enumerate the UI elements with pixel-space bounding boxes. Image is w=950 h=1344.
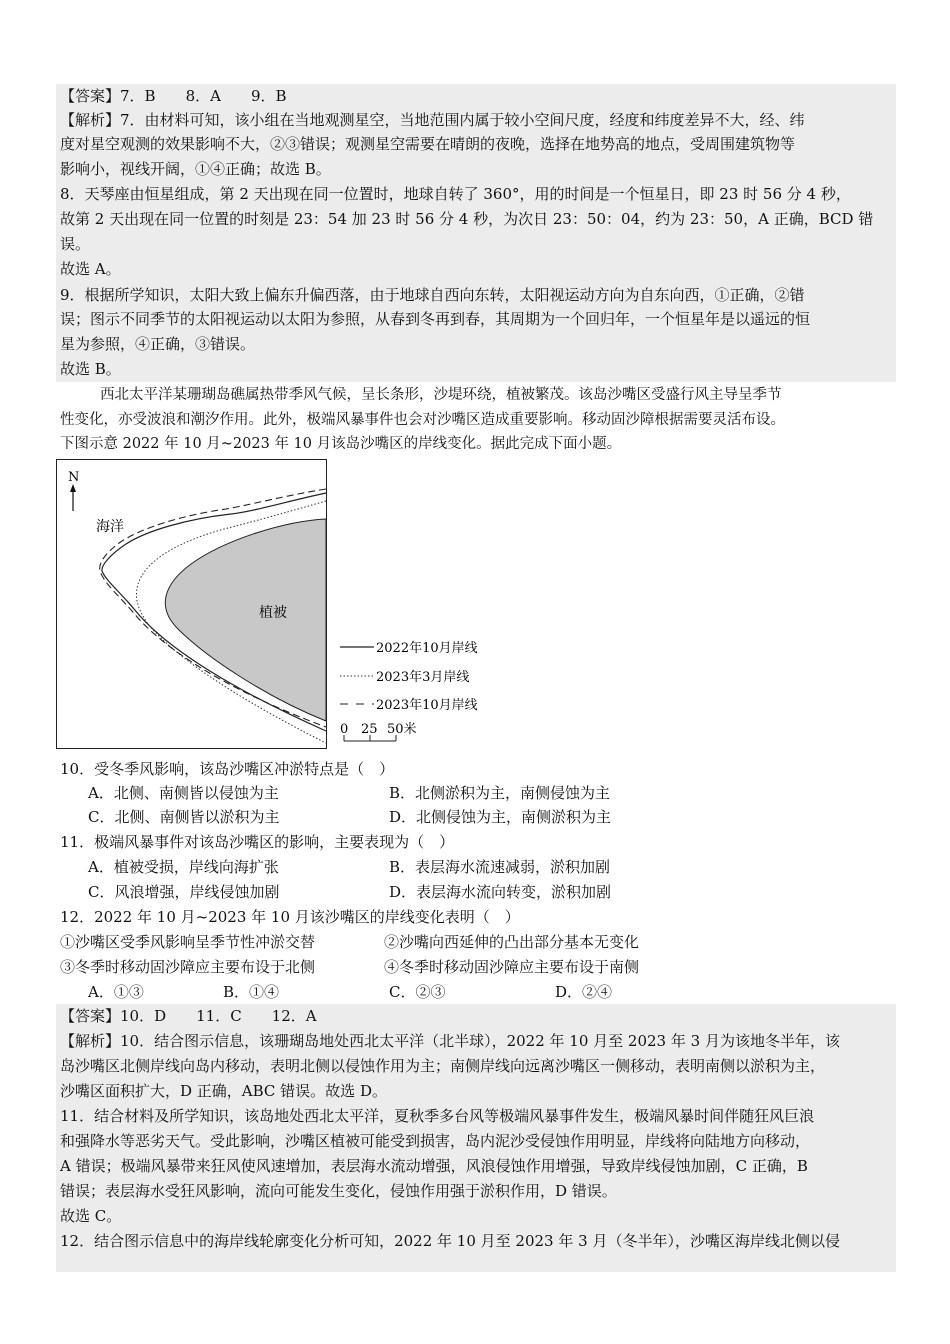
scale-tick-label: 50米 (387, 722, 417, 737)
analysis-line: 误；图示不同季节的太阳视运动以太阳为参照，从春到冬再到春，其周期为一个回归年，一个恒星年是以遥远的恒 (60, 310, 811, 328)
scale-tick-label: 0 (340, 722, 349, 737)
analysis-line: 9．根据所学知识，太阳大致上偏东升偏西落，由于地球自西向东转，太阳视运动方向为自东向西，①正确，②错 (60, 286, 805, 304)
legend-label: 2022年10月岸线 (376, 641, 478, 656)
analysis-line: 度对星空观测的效果影响不大，②③错误；观测星空需要在晴朗的夜晚，选择在地势高的地点，受周围建筑物等 (60, 135, 796, 153)
question-10-option-c: C．北侧、南侧皆以淤积为主 (88, 808, 280, 826)
analysis-line: 误。 (60, 235, 91, 253)
analysis-line: 11．结合材料及所学知识，该岛地处西北太平洋，夏秋季多台风等极端风暴事件发生，极端风暴时间伴随狂风巨浪 (60, 1107, 815, 1125)
answer-line-top: 【答案】7．B 8．A 9．B (60, 87, 287, 105)
analysis-line: 8．天琴座由恒星组成，第 2 天出现在同一位置时，地球自转了 360°，用的时间是一个恒星日，即 23 时 56 分 4 秒， (60, 185, 851, 203)
question-11-option-c: C．风浪增强，岸线侵蚀加剧 (88, 883, 280, 901)
analysis-line: 【解析】7．由材料可知，该小组在当地观测星空，当地范围内属于较小空间尺度，经度和纬度差异不大，经、纬 (60, 111, 805, 129)
analysis-line: 故选 A。 (60, 260, 121, 278)
analysis-line: 和强降水等恶劣天气。受此影响，沙嘴区植被可能受到损害，岛内泥沙受侵蚀作用明显，岸线将向陆地方向移动， (60, 1132, 811, 1150)
shoreline-map (56, 459, 496, 751)
analysis-line: 影响小，视线开阔，①④正确；故选 B。 (60, 160, 331, 178)
material-paragraph-line: 西北太平洋某珊瑚岛礁属热带季风气候，呈长条形，沙堤环绕，植被繁茂。该岛沙嘴区受盛行风主导呈季节 (100, 387, 782, 403)
analysis-line: 错误；表层海水受狂风影响，流向可能发生变化，侵蚀作用强于淤积作用，D 错误。 (60, 1182, 617, 1200)
analysis-line: 故第 2 天出现在同一位置的时刻是 23：54 加 23 时 56 分 4 秒，为次日 23：50：04，约为 23：50，A 正确，BCD 错 (60, 210, 874, 228)
scale-tick-label: 25 (361, 722, 378, 737)
analysis-line: 星为参照，④正确，③错误。 (60, 335, 256, 353)
question-10-option-d: D．北侧侵蚀为主，南侧淤积为主 (389, 808, 612, 826)
analysis-line: 岛沙嘴区北侧岸线向岛内移动，表明北侧以侵蚀作用为主；南侧岸线向远离沙嘴区一侧移动，表明南侧以淤积为主， (60, 1057, 826, 1075)
question-11-option-a: A．植被受损，岸线向海扩张 (88, 858, 279, 876)
north-label: N (68, 470, 80, 485)
analysis-line: 【解析】10．结合图示信息，该珊瑚岛地处西北太平洋（北半球），2022 年 10 月至 2023 年 3 月为该地冬半年，该 (60, 1032, 840, 1050)
analysis-line: 沙嘴区面积扩大，D 正确，ABC 错误。故选 D。 (60, 1082, 387, 1100)
question-11-stem: 11．极端风暴事件对该岛沙嘴区的影响，主要表现为（ ） (60, 833, 455, 851)
question-12-option-c: C．②③ (389, 983, 446, 1001)
legend-label: 2023年3月岸线 (376, 670, 470, 685)
ocean-label: 海洋 (96, 519, 124, 535)
legend-label: 2023年10月岸线 (376, 698, 478, 713)
question-11-option-d: D．表层海水流向转变，淤积加剧 (389, 883, 612, 901)
question-12-stem: 12．2022 年 10 月~2023 年 10 月该沙嘴区的岸线变化表明（ ） (60, 908, 520, 926)
question-10-stem: 10．受冬季风影响，该岛沙嘴区冲淤特点是（ ） (60, 760, 395, 778)
material-paragraph-line: 下图示意 2022 年 10 月~2023 年 10 月该岛沙嘴区的岸线变化。据此完成下面小题。 (60, 436, 622, 452)
question-12-option-b: B．①④ (223, 983, 280, 1001)
analysis-line: 故选 C。 (60, 1207, 122, 1225)
question-12-option-d: D．②④ (555, 983, 613, 1001)
analysis-line: 故选 B。 (60, 360, 121, 378)
question-10-option-a: A．北侧、南侧皆以侵蚀为主 (88, 784, 279, 802)
question-10-option-b: B．北侧淤积为主，南侧侵蚀为主 (389, 784, 611, 802)
analysis-line: A 错误；极端风暴带来狂风使风速增加，表层海水流动增强，风浪侵蚀作用增强，导致岸线侵蚀加剧，C 正确，B (60, 1157, 808, 1175)
analysis-line: 12．结合图示信息中的海岸线轮廓变化分析可知，2022 年 10 月至 2023 年 3 月（冬半年），沙嘴区海岸线北侧以侵 (60, 1232, 840, 1250)
question-12-statement: ③冬季时移动固沙障应主要布设于北侧 (60, 958, 316, 976)
vegetation-label: 植被 (259, 605, 287, 621)
question-12-statement: ①沙嘴区受季风影响呈季节性冲淤交替 (60, 933, 316, 951)
question-12-option-a: A．①③ (88, 983, 144, 1001)
question-12-statement: ④冬季时移动固沙障应主要布设于南侧 (384, 958, 640, 976)
material-paragraph-line: 性变化，亦受波浪和潮汐作用。此外，极端风暴事件也会对沙嘴区造成重要影响。移动固沙障根据需要灵活布设。 (60, 412, 785, 428)
question-11-option-b: B．表层海水流速减弱，淤积加剧 (389, 858, 611, 876)
question-12-statement: ②沙嘴向西延伸的凸出部分基本无变化 (384, 933, 640, 951)
answer-line-bottom: 【答案】10．D 11．C 12．A (60, 1007, 317, 1025)
